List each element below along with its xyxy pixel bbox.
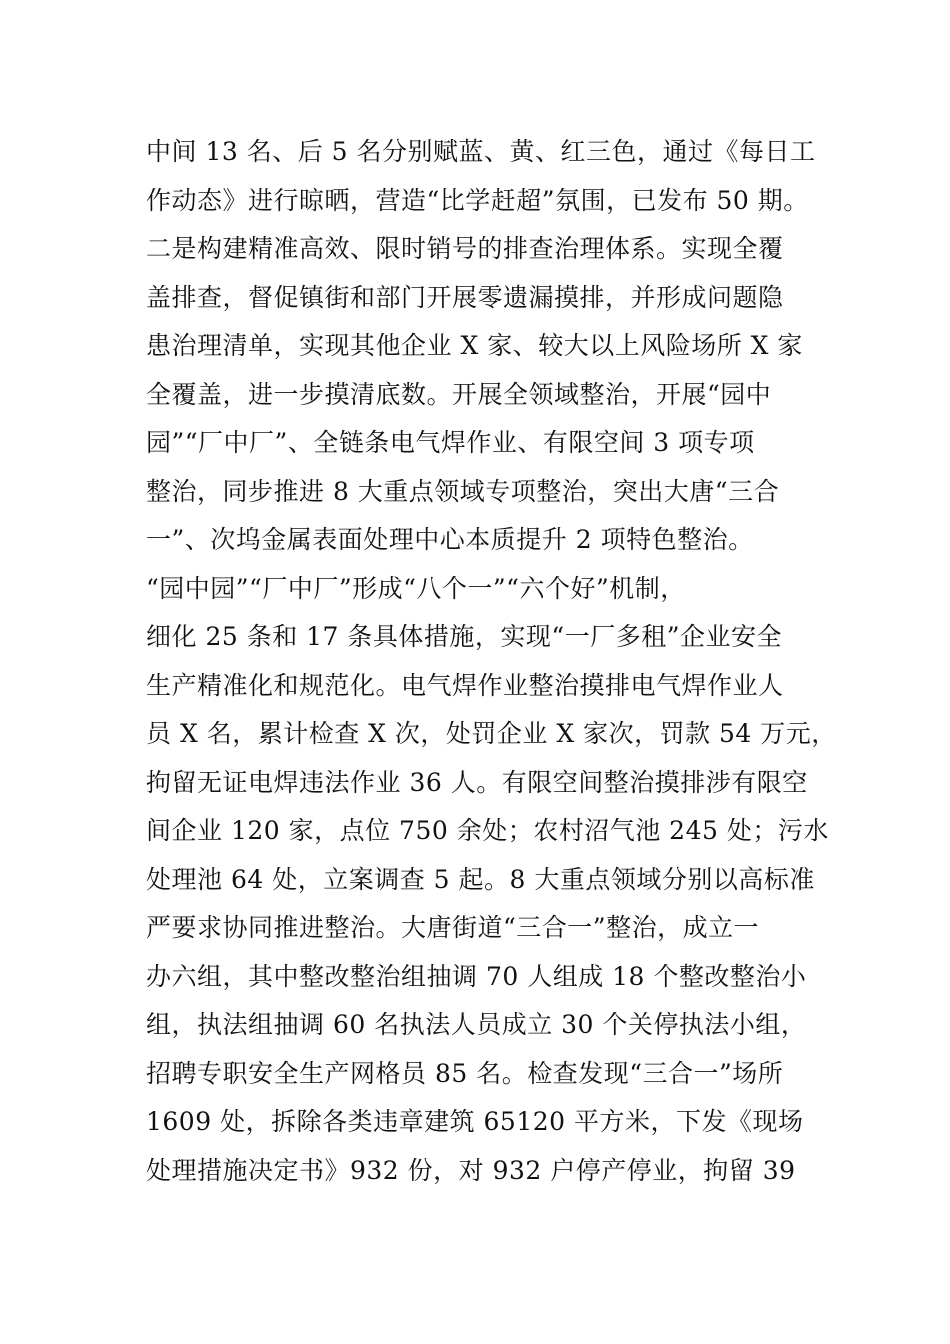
text-line: 员 X 名，累计检查 X 次，处罚企业 X 家次，罚款 54 万元， [146, 719, 837, 748]
text-line: 组，执法组抽调 60 名执法人员成立 30 个关停执法小组， [146, 1010, 807, 1039]
text-line: 细化 25 条和 17 条具体措施，实现“一厂多租”企业安全 [146, 622, 782, 651]
text-line: 招聘专职安全生产网格员 85 名。检查发现“三合一”场所 [146, 1058, 784, 1088]
text-line: 园”“厂中厂”、全链条电气焊作业、有限空间 3 项专项 [146, 428, 755, 457]
text-line: 严要求协同推进整治。大唐街道“三合一”整治，成立一 [146, 913, 760, 942]
text-line: “园中园”“厂中厂”形成“八个一”“六个好”机制， [146, 573, 686, 603]
text-line: 生产精准化和规范化。电气焊作业整治摸排电气焊作业人 [146, 670, 784, 700]
text-line: 全覆盖，进一步摸清底数。开展全领域整治，开展“园中 [146, 379, 772, 409]
text-line: 处理措施决定书》932 份，对 932 户停产停业，拘留 39 [146, 1155, 796, 1185]
text-line: 一”、次坞金属表面处理中心本质提升 2 项特色整治。 [146, 525, 754, 554]
text-line: 1609 处，拆除各类违章建筑 65120 平方米，下发《现场 [146, 1107, 804, 1136]
text-line: 作动态》进行晾晒，营造“比学赶超”氛围，已发布 50 期。 [146, 185, 809, 215]
body-paragraph [146, 128, 837, 1195]
text-line: 中间 13 名、后 5 名分别赋蓝、黄、红三色，通过《每日工 [146, 137, 816, 166]
text-line: 患治理清单，实现其他企业 X 家、较大以上风险场所 X 家 [146, 331, 803, 360]
text-line: 盖排查，督促镇街和部门开展零遗漏摸排，并形成问题隐 [146, 282, 784, 312]
text-line: 间企业 120 家，点位 750 余处；农村沼气池 245 处；污水 [146, 816, 829, 845]
text-line: 二是构建精准高效、限时销号的排查治理体系。实现全覆 [146, 234, 784, 263]
text-line: 办六组，其中整改整治组抽调 70 人组成 18 个整改整治小 [146, 961, 807, 991]
text-line: 整治，同步推进 8 大重点领域专项整治，突出大唐“三合 [146, 476, 780, 506]
text-line: 处理池 64 处，立案调查 5 起。8 大重点领域分别以高标准 [146, 864, 815, 894]
text-line: 拘留无证电焊违法作业 36 人。有限空间整治摸排涉有限空 [146, 767, 808, 797]
